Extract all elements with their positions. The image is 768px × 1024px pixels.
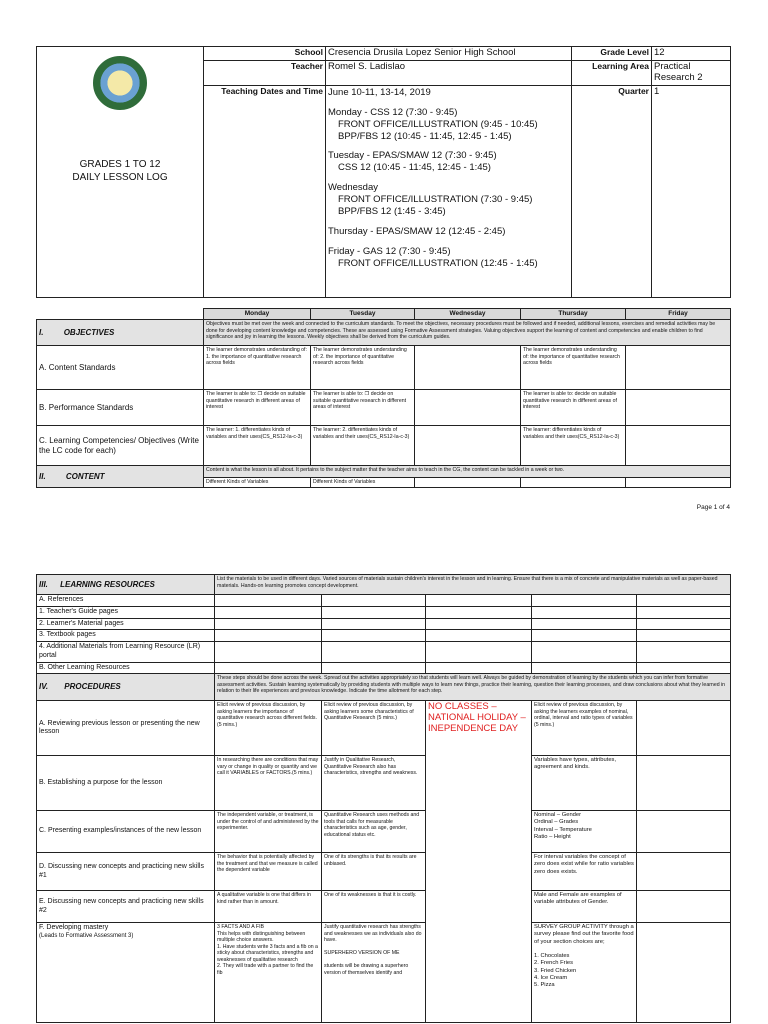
- log-title: GRADES 1 TO 12 DAILY LESSON LOG: [72, 159, 168, 183]
- procedure-d-label: D. Discussing new concepts and practicing new skills #1: [37, 853, 215, 891]
- procedures-heading: IV. PROCEDURES: [37, 674, 215, 701]
- schedule-line: BPP/FBS 12 (1:45 - 3:45): [338, 206, 446, 218]
- cell: One of its weaknesses is that it is costly.: [322, 891, 426, 923]
- cell: [626, 426, 731, 466]
- content-heading: II. CONTENT: [37, 466, 204, 488]
- logo-cell: [37, 47, 204, 298]
- procedures-note: These steps should be done across the week. Spread out the activities appropriately so that students will learn well. Always be guided by demonstration of learning by the students which you can infer from formative assessment activities. Sustain learning systematically by providing students with multiple ways to learn new things, practice their learning, question their learning processes, and draw conclusions about what they learned in relation to their life experiences and previous knowledge. Indicate the time allotment for each step.: [215, 674, 731, 701]
- no-classes-notice: NO CLASSES – NATIONAL HOLIDAY – INEPENDENCE DAY: [426, 701, 532, 1023]
- cell: [637, 853, 731, 891]
- cell: Elicit review of previous discussion, by asking learners the importance of quantitative research across different fields. (5 mins.): [215, 701, 322, 756]
- cell: Elicit review of previous discussion, by asking learners some characteristics of Quantitative Research (5 mins.): [322, 701, 426, 756]
- other-resources-label: B. Other Learning Resources: [37, 662, 215, 674]
- cell: [415, 346, 521, 390]
- day-header: Tuesday: [311, 309, 415, 320]
- content-note: Content is what the lesson is all about. It pertains to the subject matter that the teacher aims to teach in the CG, the content can be tackled in a week or two.: [204, 466, 731, 478]
- objectives-heading: I. OBJECTIVES: [37, 320, 204, 346]
- schedule-line: Friday - GAS 12 (7:30 - 9:45): [328, 245, 451, 257]
- cell: [637, 923, 731, 1023]
- cell: The learner is able to: ❒ decide on suitable quantitative research in different areas of interest: [311, 390, 415, 426]
- cell: The learner: differentiates kinds of variables and their uses(CS_RS12-Ia-c-3): [521, 426, 626, 466]
- cell: Different Kinds of Variables: [311, 478, 415, 488]
- cell: The behavior that is potentially affected by the treatment and that we measure is called the dependent variable: [215, 853, 322, 891]
- schedule-line: Wednesday: [328, 182, 378, 194]
- cell: For interval variables the concept of zero does exist while for ratio variables zero does exists.: [532, 853, 637, 891]
- deped-seal-icon: [93, 56, 147, 110]
- cell: [415, 390, 521, 426]
- cell: Justify in Qualitative Research, Quantitative Research also has characteristics, strengths and weakness.: [322, 756, 426, 811]
- procedure-b-label: B. Establishing a purpose for the lesson: [37, 756, 215, 811]
- schedule-line: FRONT OFFICE/ILLUSTRATION (7:30 - 9:45): [338, 194, 533, 206]
- school-label: School: [204, 47, 326, 61]
- cell: The learner: 2. differentiates kinds of variables and their uses(CS_RS12-Ia-c-3): [311, 426, 415, 466]
- procedure-c-label: C. Presenting examples/instances of the new lesson: [37, 811, 215, 853]
- schedule-line: BPP/FBS 12 (10:45 - 11:45, 12:45 - 1:45): [338, 130, 512, 142]
- grade-label: Grade Level: [572, 47, 652, 61]
- cell: [637, 701, 731, 756]
- performance-standards-label: B. Performance Standards: [37, 390, 204, 426]
- cell: The learner demonstrates understanding of: 1. the importance of quantitative research across fields: [204, 346, 311, 390]
- cell: [637, 811, 731, 853]
- references-label: A. References: [37, 595, 215, 607]
- cell: The learner demonstrates understanding of: the importance of quantitative research across fields: [521, 346, 626, 390]
- objectives-note: Objectives must be met over the week and connected to the curriculum standards. To meet the objectives, necessary procedures must be followed and if needed, additional lessons, exercises and remedial activities may be done for developing content knowledge and competencies. These are assessed using Formative Assessment strategies. Valuing objectives support the learning of content and competencies and enable children to find significance and joy in learning the lessons. Weekly objectives shall be derived from the curriculum guides.: [204, 320, 731, 346]
- cell: Male and Female are examples of variable attributes of Gender.: [532, 891, 637, 923]
- cell: A qualitative variable is one that differs in kind rather than in amount.: [215, 891, 322, 923]
- area-value: Practical Research 2: [652, 60, 731, 85]
- cell: The learner is able to: decide on suitable quantitative research in different areas of interest: [521, 390, 626, 426]
- lr-portal-label: 4. Additional Materials from Learning Resource (LR) portal: [37, 642, 215, 663]
- resources-note: List the materials to be used in different days. Varied sources of materials sustain children's interest in the lesson and in learning. Ensure that there is a mix of concrete and manipulative materials as well as paper-based materials. Hands-on learning promotes concept development.: [215, 575, 731, 595]
- cell: [626, 390, 731, 426]
- grade-value: 12: [652, 47, 731, 61]
- cell: [626, 478, 731, 488]
- content-standards-label: A. Content Standards: [37, 346, 204, 390]
- dates-value: June 10-11, 13-14, 2019: [328, 86, 431, 98]
- cell: [637, 756, 731, 811]
- teacher-value: Romel S. Ladislao: [326, 60, 572, 85]
- cell: 3 FACTS AND A FIB This helps with distinguishing between multiple choice answers. 1. Have students write 3 facts and a fib on a sticky about characteristics, strengths and weaknesses of qualitative research 2. They will trade with a partner to find the fib: [215, 923, 322, 1023]
- cell: Nominal – Gender Ordinal – Grades Interval – Temperature Ratio – Height: [532, 811, 637, 853]
- textbook-label: 3. Textbook pages: [37, 630, 215, 642]
- schedule-line: Thursday - EPAS/SMAW 12 (12:45 - 2:45): [328, 226, 506, 238]
- schedule-line: CSS 12 (10:45 - 11:45, 12:45 - 1:45): [338, 162, 491, 174]
- cell: The learner demonstrates understanding of: 2. the importance of quantitative research across fields: [311, 346, 415, 390]
- quarter-label: Quarter: [572, 85, 652, 297]
- schedule-line: FRONT OFFICE/ILLUSTRATION (9:45 - 10:45): [338, 118, 538, 130]
- area-label: Learning Area: [572, 60, 652, 85]
- cell: Quantitative Research uses methods and tools that calls for measurable characteristics such as age, gender, educational status etc.: [322, 811, 426, 853]
- cell: [637, 891, 731, 923]
- competencies-label: C. Learning Competencies/ Objectives (Write the LC code for each): [37, 426, 204, 466]
- schedule-cell: [326, 85, 572, 297]
- cell: SURVEY GROUP ACTIVITY through a survey please find out the favorite food of your section choices are; 1. Chocolates 2. French Fries 3. Fried Chicken 4. Ice Cream 5. Pizza: [532, 923, 637, 1023]
- schedule-line: Tuesday - EPAS/SMAW 12 (7:30 - 9:45): [328, 150, 497, 162]
- learners-material-label: 2. Learner's Material pages: [37, 618, 215, 630]
- cell: The learner: 1. differentiates kinds of variables and their uses(CS_RS12-Ia-c-3): [204, 426, 311, 466]
- cell: Elicit review of previous discussion, by asking the learners examples of nominal, ordinal, interval and ratio types of variables (5 mins.): [532, 701, 637, 756]
- cell: Variables have types, attributes, agreement and kinds.: [532, 756, 637, 811]
- procedure-f-label: F. Developing mastery (Leads to Formative Assessment 3): [37, 923, 215, 1023]
- header-table: [36, 46, 731, 298]
- page-number: Page 1 of 4: [696, 504, 730, 511]
- cell: [415, 478, 521, 488]
- day-header: Friday: [626, 309, 731, 320]
- cell: [415, 426, 521, 466]
- day-header: Monday: [204, 309, 311, 320]
- teacher-label: Teacher: [204, 60, 326, 85]
- cell: The learner is able to: ❒ decide on suitable quantitative research in different areas of interest: [204, 390, 311, 426]
- cell: Different Kinds of Variables: [204, 478, 311, 488]
- day-header: Wednesday: [415, 309, 521, 320]
- objectives-table: [36, 308, 731, 488]
- procedures-table: [36, 574, 731, 1023]
- schedule-line: Monday - CSS 12 (7:30 - 9:45): [328, 106, 458, 118]
- dates-label: Teaching Dates and Time: [204, 85, 326, 297]
- cell: The independent variable, or treatment, is under the control of and administered by the experimenter.: [215, 811, 322, 853]
- cell: In researching there are conditions that may vary or change in quality or quantity and we call it VARIABLES or FACTORS.(5 mins.): [215, 756, 322, 811]
- procedure-a-label: A. Reviewing previous lesson or presenting the new lesson: [37, 701, 215, 756]
- cell: One of its strengths is that its results are unbiased.: [322, 853, 426, 891]
- quarter-value: 1: [652, 85, 731, 297]
- cell: Justify quantitative research has strengths and weaknesses we as individuals also do have. SUPERHERO VERSION OF ME students will be drawing a superhero version of themselves identify and: [322, 923, 426, 1023]
- cell: [626, 346, 731, 390]
- procedure-e-label: E. Discussing new concepts and practicing new skills #2: [37, 891, 215, 923]
- school-value: Cresencia Drusila Lopez Senior High School: [326, 47, 572, 61]
- schedule-line: FRONT OFFICE/ILLUSTRATION (12:45 - 1:45): [338, 257, 538, 269]
- day-header: Thursday: [521, 309, 626, 320]
- cell: [521, 478, 626, 488]
- resources-heading: III. LEARNING RESOURCES: [37, 575, 215, 595]
- teachers-guide-label: 1. Teacher's Guide pages: [37, 606, 215, 618]
